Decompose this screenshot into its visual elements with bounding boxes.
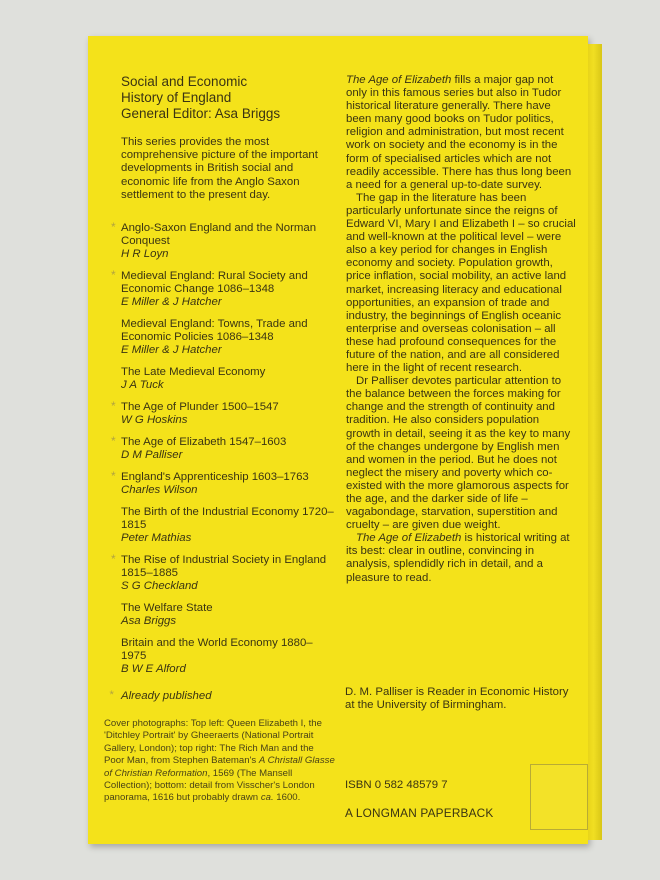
- book-entry: [111, 434, 336, 462]
- book-title-ref: The Age of Elizabeth: [346, 74, 452, 86]
- blurb-paragraph-2: The gap in the literature has been particularly unfortunate since the reigns of Edward VI, Mary I and Elizabeth I – so crucial and well-known at the political level – were also a key period for changes in English economy and society. Population growth, price inflation, social mobility, an active land market, increasing literacy and educational opportunities, an expansion of trade and industry, the beginnings of English oceanic enterprise and overseas colonisation – all these had profound consequences for the future of the nation, and are all considered here in the light of recent research.: [346, 191, 576, 375]
- book-title: The Welfare State: [121, 602, 213, 615]
- blurb-text: fills a major gap not only in this famous series but also in Tudor historical literature generally. There have been many good books on Tudor politics, religion and administration, but most recent work on society and the economy is in the form of specialised articles which are not readily accessible. There has thus long been a need for a general up-to-date survey.: [346, 74, 572, 191]
- book-list: [111, 220, 336, 676]
- series-title: [121, 74, 336, 122]
- credits-text: Cover photographs: Top left: Queen Elizabeth I, the 'Ditchley Portrait' by Gheeraerts (National Portrait Gallery, London); top right: The Rich Man and the Poor Man, from Stephen Bateman's: [104, 718, 322, 767]
- published-mark: *: [111, 268, 116, 283]
- series-title-line: History of England: [121, 90, 232, 105]
- blurb-paragraph-4: [346, 532, 576, 584]
- book-title: The Birth of the Industrial Economy 1720–1815: [121, 506, 334, 532]
- book-author: E Miller & J Hatcher: [121, 344, 222, 357]
- book-author: Peter Mathias: [121, 532, 192, 545]
- blurb-paragraph-1: [346, 74, 576, 192]
- book-title: Britain and the World Economy 1880–1975: [121, 637, 313, 663]
- book-author: B W E Alford: [121, 663, 186, 676]
- book-entry: [111, 469, 336, 497]
- published-mark: *: [111, 220, 116, 235]
- book-title: The Age of Elizabeth 1547–1603: [121, 436, 287, 449]
- book-author: J A Tuck: [121, 379, 164, 392]
- series-title-line: Social and Economic: [121, 74, 248, 89]
- book-entry: [111, 552, 336, 593]
- book-author: H R Loyn: [121, 248, 169, 261]
- book-entry: [111, 399, 336, 427]
- book-entry: [111, 220, 336, 261]
- book-author: E Miller & J Hatcher: [121, 296, 222, 309]
- book-author: Asa Briggs: [121, 615, 177, 628]
- spine-edge: [588, 44, 602, 840]
- library-sticker: [530, 764, 588, 830]
- credits-circa: ca.: [260, 792, 274, 804]
- credits-work-title: A Christall Glasse of Christian Reformation: [104, 755, 335, 779]
- book-title: Medieval England: Towns, Trade and Economic Policies 1086–1348: [121, 318, 308, 344]
- author-bio: D. M. Palliser is Reader in Economic History at the University of Birmingham.: [345, 686, 569, 711]
- series-intro: This series provides the most comprehensive picture of the important developments in British social and economic life from the Anglo Saxon settlement to the present day.: [121, 136, 318, 201]
- book-entry: [121, 637, 336, 676]
- credits-text: 1600.: [273, 792, 301, 804]
- published-mark: *: [111, 434, 116, 449]
- published-mark: *: [111, 469, 116, 484]
- blurb-paragraph-3: Dr Palliser devotes particular attention to the balance between the forces making for change and the strength of continuity and tradition. He also considers population growth in detail, seeing it as the key to many of the changes undergone by English men and women in the period. But he does not neglect the misery and poverty which co-existed with the more glamorous aspects for the age, and the darker side of life – vagabondage, starvation, superstition and cruelty – are given due weight.: [346, 375, 571, 532]
- book-entry: [121, 602, 336, 628]
- blurb-column: [346, 74, 576, 585]
- book-entry: [121, 366, 336, 392]
- book-title: The Late Medieval Economy: [121, 366, 266, 379]
- book-title: Medieval England: Rural Society and Economic Change 1086–1348: [121, 270, 308, 296]
- book-entry: [121, 506, 336, 545]
- series-column: [109, 74, 336, 703]
- imprint: A LONGMAN PAPERBACK: [345, 806, 494, 820]
- published-mark: *: [111, 399, 116, 414]
- published-mark: *: [109, 689, 114, 702]
- series-editor-line: General Editor: Asa Briggs: [121, 106, 281, 121]
- legend: [109, 689, 336, 703]
- book-title: The Age of Plunder 1500–1547: [121, 401, 279, 414]
- book-author: D M Palliser: [121, 449, 183, 462]
- book-author: S G Checkland: [121, 580, 198, 593]
- cover-credits: [104, 718, 336, 805]
- book-title-ref: The Age of Elizabeth: [356, 532, 462, 545]
- book-entry: [111, 268, 336, 309]
- book-author: Charles Wilson: [121, 484, 198, 497]
- isbn: ISBN 0 582 48579 7: [345, 779, 448, 791]
- blurb-text: is historical writing at its best: clear in outline, convincing in analysis, splendidly rich in detail, and a pleasure to read.: [346, 532, 570, 584]
- book-title: England's Apprenticeship 1603–1763: [121, 471, 309, 484]
- book-title: Anglo-Saxon England and the Norman Conquest: [121, 222, 317, 248]
- legend-text: Already published: [121, 690, 212, 703]
- book-entry: [121, 318, 336, 357]
- published-mark: *: [111, 552, 116, 567]
- book-title: The Rise of Industrial Society in England 1815–1885: [121, 554, 327, 580]
- credits-text: , 1569 (The Mansell Collection); bottom: detail from Visscher's London panorama, 1616 but probably drawn: [104, 767, 315, 804]
- book-author: W G Hoskins: [121, 414, 188, 427]
